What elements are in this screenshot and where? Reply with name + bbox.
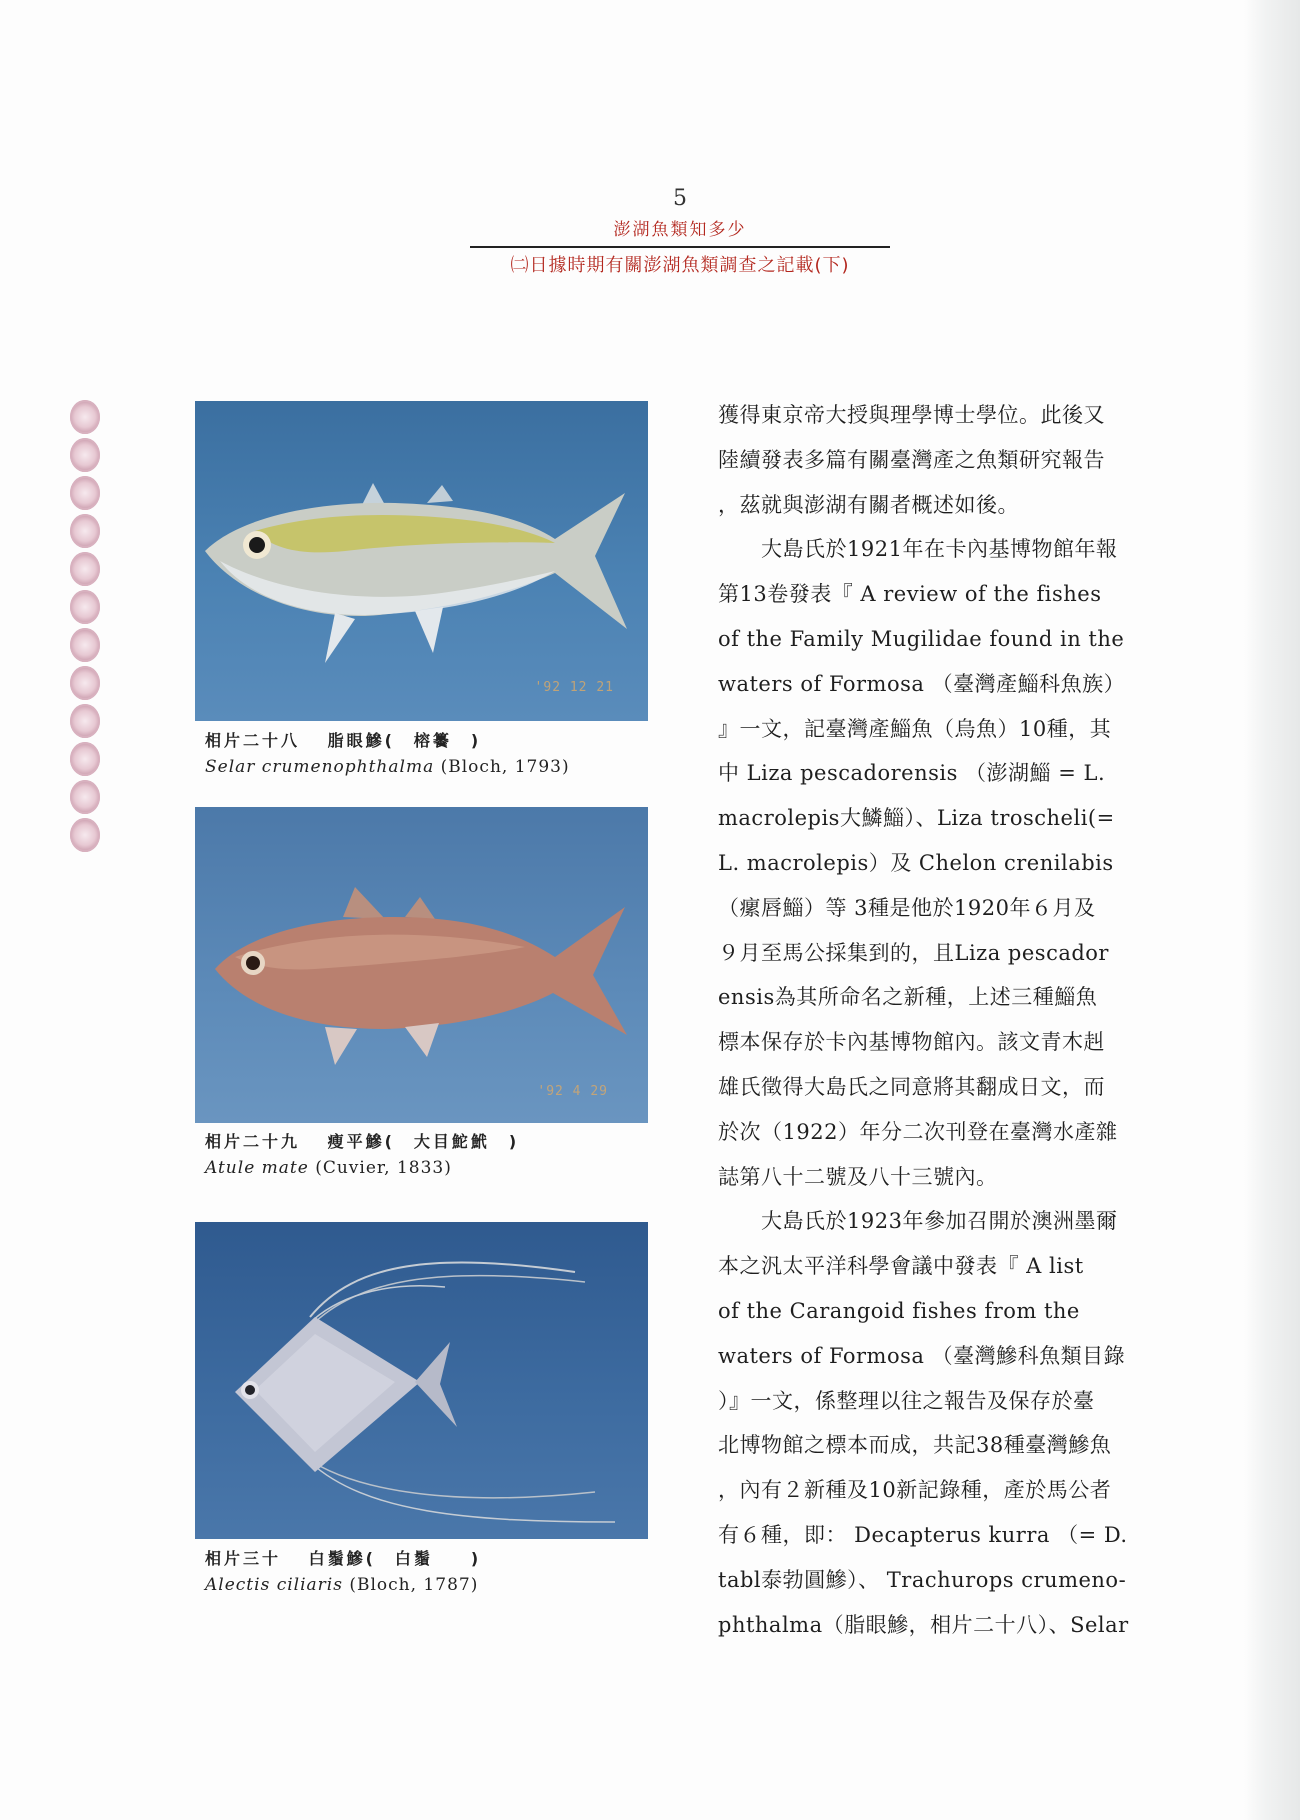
caption-scientific bbox=[205, 1155, 625, 1181]
body-text-line: of the Carangoid fishes from the bbox=[718, 1298, 1080, 1323]
body-text-line: L. macrolepis）及 Chelon crenilabis bbox=[718, 850, 1114, 875]
body-text-line: ensis為其所命名之新種，上述三種鯔魚 bbox=[718, 985, 1098, 1010]
page-number: 5 bbox=[673, 186, 687, 211]
body-text-line: 中 Liza pescadorensis （澎湖鯔 = L. bbox=[718, 761, 1106, 786]
caption-chinese: 相片三十 白鬚鰺( 白鬚 ) bbox=[205, 1549, 482, 1568]
body-text-line: 本之汎太平洋科學會議中發表『 A list bbox=[718, 1254, 1084, 1279]
caption-scientific bbox=[205, 754, 625, 780]
page-header bbox=[470, 186, 890, 280]
species-authority: (Bloch, 1787) bbox=[349, 1575, 479, 1595]
figure-caption bbox=[205, 728, 625, 780]
photo-date-stamp: '92 12 21 bbox=[534, 680, 614, 695]
chapter-title: ㈡日據時期有關澎湖魚類調查之記載(下) bbox=[510, 255, 850, 276]
body-text-line: 大島氏於1921年在卡內基博物館年報 bbox=[718, 537, 1118, 562]
species-authority: (Bloch, 1793) bbox=[440, 757, 570, 777]
figure-caption bbox=[205, 1546, 625, 1598]
body-text-line: ，茲就與澎湖有關者概述如後。 bbox=[718, 492, 1019, 517]
photo-alectis-ciliaris bbox=[195, 1222, 648, 1539]
figure-caption bbox=[205, 1129, 625, 1181]
body-text-line: 於次（1922）年分二次刊登在臺灣水產雜 bbox=[718, 1119, 1118, 1144]
ornament-disc bbox=[70, 438, 100, 472]
ornament-disc bbox=[70, 666, 100, 700]
series-title: 澎湖魚類知多少 bbox=[613, 220, 747, 240]
species-authority: (Cuvier, 1833) bbox=[315, 1158, 452, 1178]
body-text-line: ９月至馬公採集到的，且Liza pescador bbox=[718, 940, 1109, 965]
body-text-line: 第13卷發表『 A review of the fishes bbox=[718, 582, 1102, 607]
body-text-line: （瘰唇鯔）等 3種是他於1920年６月及 bbox=[718, 895, 1096, 920]
body-text-line: ，內有２新種及10新記錄種，產於馬公者 bbox=[718, 1478, 1112, 1503]
ornament-disc bbox=[70, 590, 100, 624]
body-text-line: waters of Formosa （臺灣鰺科魚類目錄 bbox=[718, 1343, 1126, 1368]
ornament-disc bbox=[70, 780, 100, 814]
decorative-ornament-column bbox=[70, 400, 104, 856]
body-text-line: ）』一文，係整理以往之報告及保存於臺 bbox=[718, 1388, 1095, 1413]
ornament-disc bbox=[70, 818, 100, 852]
ornament-disc bbox=[70, 400, 100, 434]
species-name: Alectis ciliaris bbox=[205, 1575, 343, 1595]
header-rule bbox=[470, 246, 890, 248]
ornament-disc bbox=[70, 476, 100, 510]
body-text-column bbox=[718, 393, 1158, 1647]
body-text-line: tabl泰勃圓鰺）、 Trachurops crumeno- bbox=[718, 1567, 1127, 1592]
body-text-line: phthalma（脂眼鰺，相片二十八）、Selar bbox=[718, 1612, 1129, 1637]
species-name: Selar crumenophthalma bbox=[205, 757, 435, 777]
body-text-line: waters of Formosa （臺灣產鯔科魚族） bbox=[718, 671, 1126, 696]
body-text-line: 標本保存於卡內基博物館內。該文青木赳 bbox=[718, 1030, 1105, 1055]
caption-chinese: 相片二十九 瘦平鰺( 大目鮀鮘 ) bbox=[205, 1132, 520, 1151]
photo-selar-crumenophthalma bbox=[195, 401, 648, 721]
body-text-line: 』一文，記臺灣產鯔魚（烏魚）10種，其 bbox=[718, 716, 1112, 741]
photo-atule-mate bbox=[195, 807, 648, 1123]
species-name: Atule mate bbox=[205, 1158, 309, 1178]
body-text-line: 大島氏於1923年參加召開於澳洲墨爾 bbox=[718, 1209, 1118, 1234]
ornament-disc bbox=[70, 514, 100, 548]
body-text-line: 陸續發表多篇有關臺灣產之魚類研究報告 bbox=[718, 447, 1105, 472]
caption-chinese: 相片二十八 脂眼鰺( 榕䉵 ) bbox=[205, 731, 482, 750]
body-text-line: 雄氏徵得大島氏之同意將其翻成日文，而 bbox=[718, 1074, 1105, 1099]
ornament-disc bbox=[70, 552, 100, 586]
body-text-line: 獲得東京帝大授與理學博士學位。此後又 bbox=[718, 403, 1105, 427]
body-text-line: of the Family Mugilidae found in the bbox=[718, 626, 1125, 651]
page-edge bbox=[1244, 0, 1300, 1820]
caption-scientific bbox=[205, 1572, 625, 1598]
body-text-line: macrolepis大鱗鯔）、Liza troscheli(= bbox=[718, 806, 1115, 831]
ornament-disc bbox=[70, 742, 100, 776]
photo-date-stamp: '92 4 29 bbox=[537, 1084, 608, 1099]
body-text-line: 有６種，即： Decapterus kurra （= D. bbox=[718, 1522, 1128, 1547]
ornament-disc bbox=[70, 628, 100, 662]
ornament-disc bbox=[70, 704, 100, 738]
body-text-line: 北博物館之標本而成，共記38種臺灣鰺魚 bbox=[718, 1433, 1112, 1458]
body-text-line: 誌第八十二號及八十三號內。 bbox=[718, 1164, 998, 1189]
